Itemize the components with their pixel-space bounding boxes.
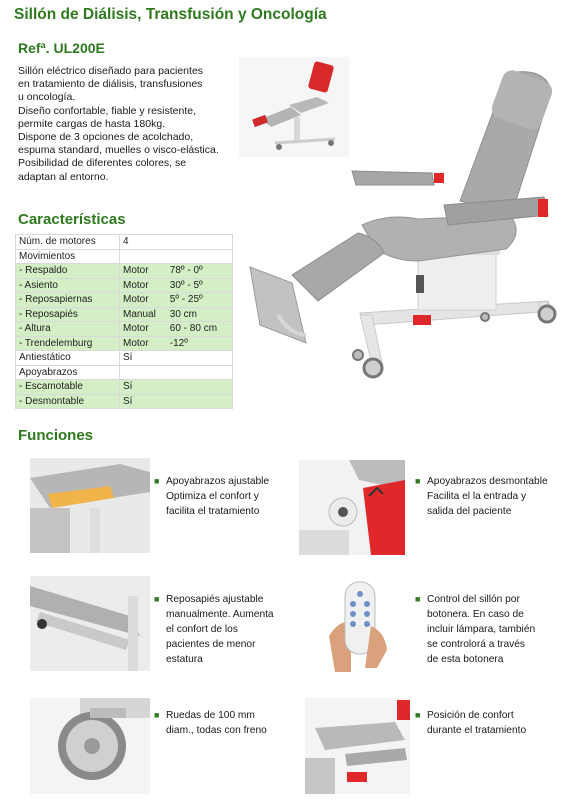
spec-label: - Respaldo: [16, 264, 120, 279]
description-line: en tratamiento de diálisis, transfusiones: [18, 78, 203, 91]
bullet-icon: ■: [415, 476, 421, 486]
spec-value: -12º: [169, 337, 188, 349]
spec-mode: Motor: [123, 265, 149, 277]
bullet-icon: ■: [415, 594, 421, 604]
feature-item: [154, 708, 267, 738]
spec-value: Sí: [120, 394, 233, 409]
specifications-table: [15, 234, 233, 409]
product-description: [18, 65, 233, 184]
spec-value: 30º - 5º: [169, 279, 203, 291]
spec-mode: Manual: [123, 308, 156, 320]
spec-label: - Trendelemburg: [16, 336, 120, 351]
description-line: permite cargas de hasta 180kg.: [18, 117, 166, 130]
spec-label: - Asiento: [16, 278, 120, 293]
armrest-removable-photo: [299, 460, 405, 555]
table-row: [16, 249, 233, 264]
feature-line: botonera. En caso de: [427, 609, 524, 620]
description-line: Diseño confortable, fiable y resistente,: [18, 104, 197, 117]
feature-item: [415, 708, 526, 738]
armrest-adjustable-photo: [30, 458, 150, 553]
spec-value: [120, 249, 233, 264]
table-row: [16, 264, 233, 279]
spec-value-cell: [120, 293, 233, 308]
spec-label: Apoyabrazos: [16, 365, 120, 380]
description-line: adaptan al entorno.: [18, 170, 109, 183]
table-row: [16, 293, 233, 308]
feature-line: el confort de los: [166, 624, 238, 635]
spec-value: Sí: [120, 380, 233, 395]
bullet-icon: ■: [154, 476, 160, 486]
feature-line: Ruedas de 100 mm: [166, 710, 255, 721]
footrest-photo: [30, 576, 150, 671]
spec-mode: Motor: [123, 279, 149, 291]
spec-mode: Motor: [123, 294, 149, 306]
bullet-icon: ■: [154, 710, 160, 720]
spec-value: [120, 365, 233, 380]
caracteristicas-heading: Características: [18, 211, 126, 228]
spec-label: - Reposapiernas: [16, 293, 120, 308]
wheels-photo: [30, 698, 150, 794]
reference-code: Refª. UL200E: [18, 40, 105, 56]
remote-control-photo: [325, 576, 405, 676]
spec-value-cell: [120, 278, 233, 293]
table-row: [16, 278, 233, 293]
spec-value: 30 cm: [169, 308, 198, 320]
table-row: [16, 394, 233, 409]
spec-label: Movimientos: [16, 249, 120, 264]
feature-item: [415, 592, 535, 667]
table-row: [16, 365, 233, 380]
spec-value: 78º - 0º: [169, 265, 203, 277]
feature-line: Control del sillón por: [427, 594, 520, 605]
feature-line: facilita el tratamiento: [166, 506, 260, 517]
spec-value-cell: [120, 307, 233, 322]
bullet-icon: ■: [154, 594, 160, 604]
table-row: [16, 351, 233, 366]
table-row: [16, 380, 233, 395]
feature-line: salida del paciente: [427, 506, 512, 517]
spec-label: Antiestático: [16, 351, 120, 366]
dialysis-chair-image: [248, 65, 568, 385]
feature-line: de esta botonera: [427, 654, 504, 665]
comfort-position-photo: [305, 698, 410, 794]
feature-line: pacientes de menor: [166, 639, 256, 650]
feature-line: diam., todas con freno: [166, 725, 267, 736]
spec-mode: Motor: [123, 337, 149, 349]
spec-label: Núm. de motores: [16, 235, 120, 250]
spec-label: - Reposapiés: [16, 307, 120, 322]
spec-value-cell: [120, 264, 233, 279]
page-title: Sillón de Diálisis, Transfusión y Oncología: [14, 6, 327, 23]
table-row: [16, 322, 233, 337]
description-line: Posibilidad de diferentes colores, se: [18, 157, 187, 170]
feature-line: durante el tratamiento: [427, 725, 527, 736]
description-line: espuma standard, muelles o visco-elástica.: [18, 144, 219, 157]
feature-item: [415, 474, 548, 519]
spec-value-cell: [120, 322, 233, 337]
funciones-heading: Funciones: [18, 427, 94, 444]
table-row: [16, 307, 233, 322]
feature-item: [154, 474, 269, 519]
spec-label: - Altura: [16, 322, 120, 337]
feature-line: se controlorá a través: [427, 639, 525, 650]
table-row: [16, 336, 233, 351]
feature-line: Facilita el la entrada y: [427, 491, 527, 502]
feature-line: Optimiza el confort y: [166, 491, 259, 502]
description-line: Sillón eléctrico diseñado para pacientes: [18, 65, 204, 77]
feature-line: estatura: [166, 654, 203, 665]
spec-value: Sí: [120, 351, 233, 366]
spec-value: 5º - 25º: [169, 294, 203, 306]
feature-line: Posición de confort: [427, 710, 514, 721]
bullet-icon: ■: [415, 710, 421, 720]
feature-line: incluir lámpara, también: [427, 624, 536, 635]
feature-item: [154, 592, 274, 667]
feature-line: Apoyabrazos desmontable: [427, 476, 548, 487]
description-line: u oncología.: [18, 91, 76, 104]
feature-line: Apoyabrazos ajustable: [166, 476, 270, 487]
spec-label: - Desmontable: [16, 394, 120, 409]
spec-mode: Motor: [123, 323, 149, 335]
spec-value: 60 - 80 cm: [169, 323, 218, 335]
description-line: Dispone de 3 opciones de acolchado,: [18, 131, 194, 144]
spec-value-cell: [120, 336, 233, 351]
spec-value: 4: [120, 235, 233, 250]
spec-label: - Escamotable: [16, 380, 120, 395]
feature-line: manualmente. Aumenta: [166, 609, 274, 620]
feature-line: Reposapiés ajustable: [166, 594, 264, 605]
table-row: [16, 235, 233, 250]
